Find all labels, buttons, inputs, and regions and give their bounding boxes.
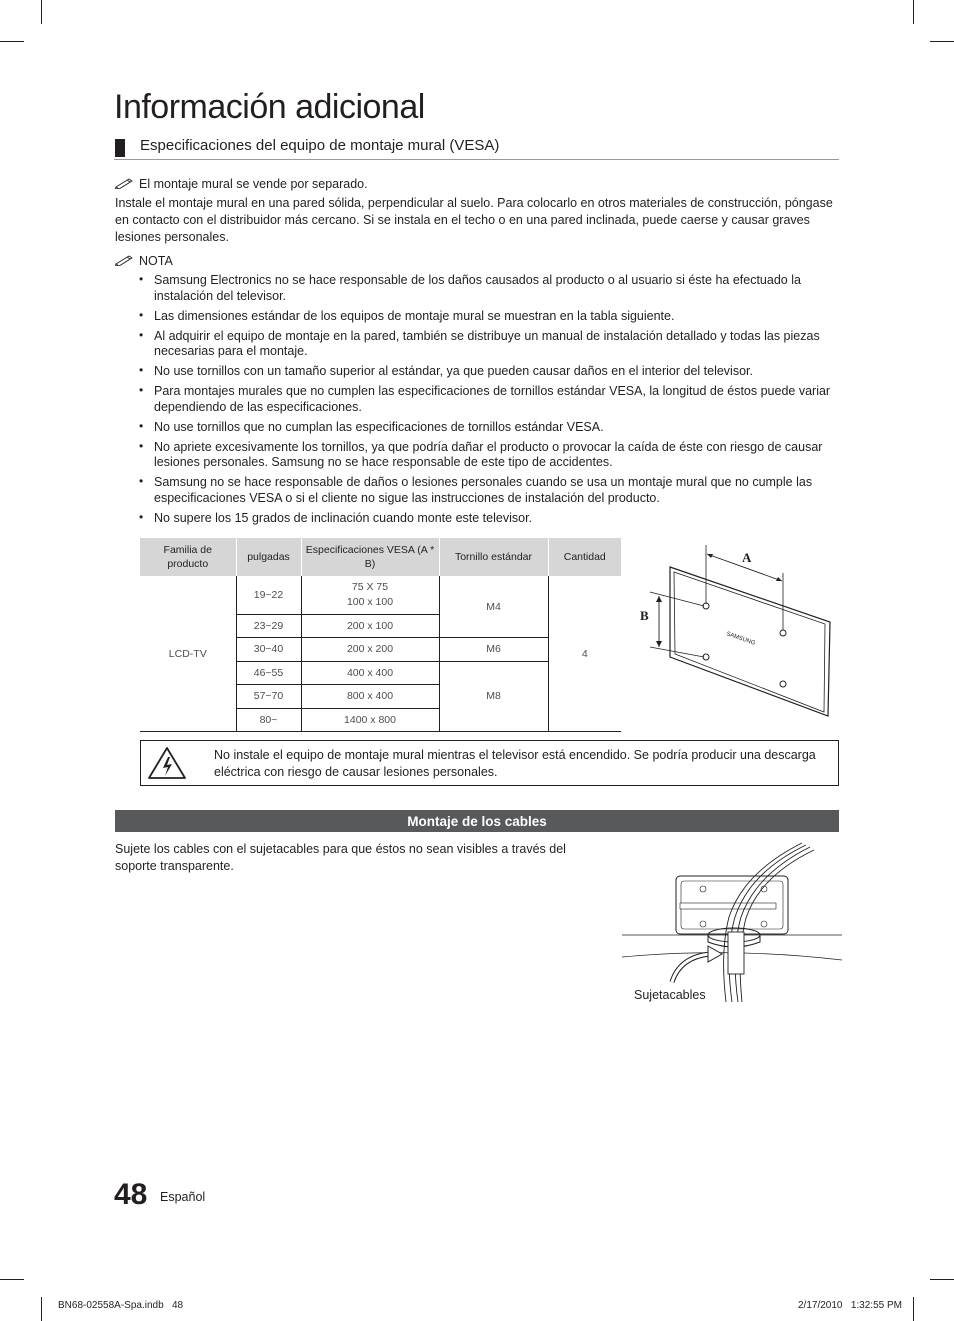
notes-list <box>139 273 839 531</box>
footer-file: BN68-02558A-Spa.indb 48 <box>58 1300 184 1311</box>
electric-shock-warning-icon <box>146 745 188 781</box>
section-title: Especificaciones del equipo de montaje mural (VESA) <box>140 137 500 154</box>
tv-mount-diagram <box>630 540 840 725</box>
header-vesa: Especificaciones VESA (A * B) <box>301 538 439 576</box>
crop-mark <box>0 41 24 42</box>
crop-mark <box>0 1279 24 1280</box>
list-item: • Las dimensiones estándar de los equipos de montaje mural se muestran en la tabla siguiente. <box>139 309 839 325</box>
vesa-value: 100 x 100 <box>346 595 394 608</box>
screw-cell: M6 <box>439 638 548 662</box>
crop-mark <box>913 1297 914 1321</box>
inches-cell: 19~22 <box>236 576 301 614</box>
vesa-cell: 800 x 400 <box>301 685 439 709</box>
vesa-cell: 1400 x 800 <box>301 708 439 732</box>
nota-line <box>115 253 839 270</box>
note-text: El montaje mural se vende por separado. <box>139 177 368 191</box>
dimension-a-label: A <box>742 550 752 565</box>
screw-cell: M4 <box>439 576 548 638</box>
list-item: • Samsung Electronics no se hace responsable de los daños causados al producto o al usuario si éste ha efectuado la instalación del televisor. <box>139 273 839 304</box>
crop-mark <box>41 1297 42 1321</box>
cable-section-title: Montaje de los cables <box>115 810 839 832</box>
page-title: Información adicional <box>114 88 425 126</box>
table-header-row <box>140 538 621 576</box>
inches-cell: 57~70 <box>236 685 301 709</box>
inches-cell: 46~55 <box>236 661 301 685</box>
list-item: • No apriete excesivamente los tornillos, ya que podría dañar el producto o provocar la caída de éste con riesgo de causar lesiones personales. Samsung no se hace responsable de este tipo de accidentes. <box>139 440 839 471</box>
crop-mark <box>930 41 954 42</box>
vesa-cell <box>301 576 439 614</box>
pencil-note-icon <box>115 254 135 266</box>
inches-cell: 23~29 <box>236 614 301 638</box>
header-family: Familia de producto <box>140 538 236 576</box>
inches-cell: 80~ <box>236 708 301 732</box>
cable-instructions: Sujete los cables con el sujetacables para que éstos no sean visibles a través del soporte transparente. <box>115 842 566 873</box>
vesa-cell: 200 x 200 <box>301 638 439 662</box>
footer-timestamp: 2/17/2010 1:32:55 PM <box>798 1300 902 1311</box>
page-language: Español <box>160 1190 206 1204</box>
page-number: 48 <box>114 1178 148 1211</box>
brand-logo: SAMSUNG <box>725 631 756 647</box>
vesa-cell: 400 x 400 <box>301 661 439 685</box>
screw-cell: M8 <box>439 661 548 732</box>
cable-holder-label: Sujetacables <box>634 988 706 1002</box>
list-item: • Samsung no se hace responsable de daños o lesiones personales cuando se usa un montaje mural que no cumple las especificaciones VESA o si el cliente no sigue las instrucciones de instalación del producto. <box>139 475 839 506</box>
header-inches: pulgadas <box>236 538 301 576</box>
note-line <box>115 176 839 193</box>
list-item: • No supere los 15 grados de inclinación cuando monte este televisor. <box>139 511 839 527</box>
intro-paragraph: Instale el montaje mural en una pared sólida, perpendicular al suelo. Para colocarlo en otros materiales de construcción, póngase en contacto con el distribuidor más cercano. Si se instala en el techo o en una pared inclinada, puede caerse y causar graves lesiones personales. <box>115 196 833 244</box>
list-item: • Al adquirir el equipo de montaje en la pared, también se distribuye un manual de instalación detallado y todas las piezas necesarias para el montaje. <box>139 329 839 360</box>
list-item: • No use tornillos con un tamaño superior al estándar, ya que pueden causar daños en el interior del televisor. <box>139 364 839 380</box>
warning-box <box>140 740 839 786</box>
header-quantity: Cantidad <box>548 538 621 576</box>
list-item: • Para montajes murales que no cumplen las especificaciones de tornillos estándar VESA, la longitud de éstos puede variar dependiendo de las especificaciones. <box>139 384 839 415</box>
pencil-note-icon <box>115 177 135 189</box>
quantity-cell: 4 <box>548 576 621 732</box>
crop-mark <box>930 1279 954 1280</box>
vesa-cell: 200 x 100 <box>301 614 439 638</box>
vesa-value: 75 X 75 <box>351 580 389 593</box>
table-row <box>140 576 621 614</box>
dimension-b-label: B <box>640 608 649 623</box>
family-cell: LCD-TV <box>140 576 236 732</box>
crop-mark <box>41 0 42 24</box>
list-item: • No use tornillos que no cumplan las especificaciones de tornillos estándar VESA. <box>139 420 839 436</box>
section-marker <box>115 139 125 157</box>
cable-holder-diagram <box>620 842 842 1007</box>
header-screw: Tornillo estándar <box>439 538 548 576</box>
inches-cell: 30~40 <box>236 638 301 662</box>
section-header <box>114 136 839 160</box>
warning-text: No instale el equipo de montaje mural mientras el televisor está encendido. Se podría producir una descarga eléctrica con riesgo de causar lesiones personales. <box>214 748 816 779</box>
nota-label: NOTA <box>139 254 173 268</box>
vesa-spec-table <box>140 538 621 732</box>
crop-mark <box>913 0 914 24</box>
